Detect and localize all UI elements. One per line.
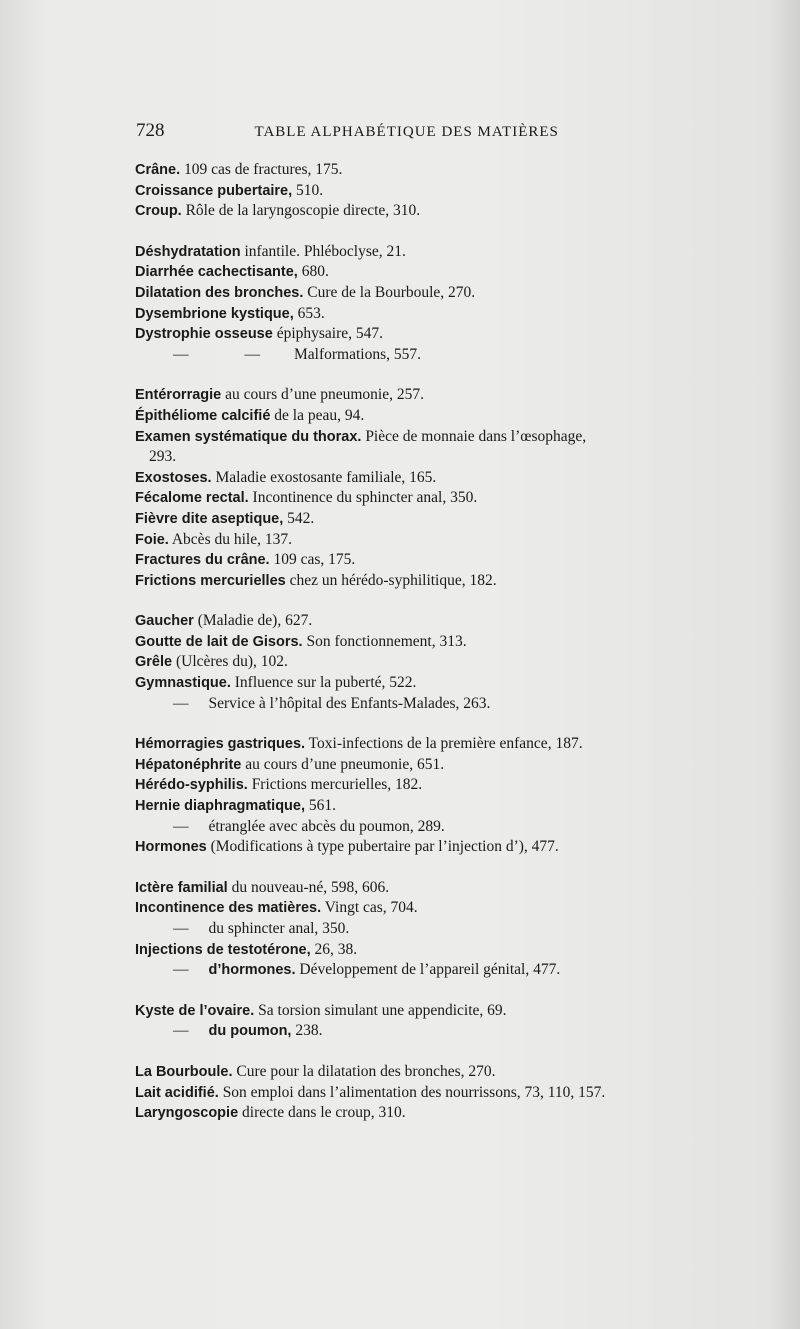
index-entry [135,611,735,632]
entry-text: 109 cas, 175. [269,551,356,569]
entry-text: Cure de la Bourboule, 270. [303,283,476,301]
entry-text: 109 cas de fractures, 175. [180,161,343,178]
entry-text: 653. [293,304,325,322]
index-entry [135,324,735,345]
entry-text: directe dans le croup, 310. [238,1104,406,1122]
entry-text: Développement de l’appareil génital, 477. [295,961,561,979]
entry-keyword: Goutte de lait de Gisors. [135,633,303,650]
entry-keyword: Crâne. [135,162,181,178]
entry-keyword: Ictère familial [135,879,228,896]
index-entry [135,1083,735,1104]
index-entry [135,571,735,592]
entry-keyword: Diarrhée cachectisante, [135,264,298,281]
ditto-mark: — [173,920,189,937]
entry-text: de la peau, 94. [270,406,365,424]
index-subentry [135,960,735,981]
page-header [136,120,616,142]
entry-keyword: Exostoses. [135,469,212,486]
entry-keyword: Fractures du crâne. [135,552,270,569]
index-entry [135,837,735,858]
entry-keyword: Dysembrione kystique, [135,305,294,322]
entry-keyword: Dystrophie osseuse [135,326,273,343]
entry-text: Son emploi dans l’alimentation des nourrissons, 73, 110, 157. [218,1083,606,1101]
entry-keyword: Fécalome rectal. [135,490,249,507]
index-entry [135,406,735,427]
index-section [135,1062,735,1124]
entry-text: étranglée avec abcès du poumon, 289. [208,817,445,835]
index-section [135,611,735,714]
index-entry [135,468,735,489]
section-gap [135,858,735,878]
entry-text: du sphincter anal, 350. [208,920,350,937]
entry-keyword: Croissance pubertaire, [135,182,293,199]
entry-text: Incontinence du sphincter anal, 350. [248,489,478,507]
entry-text: au cours d’une pneumonie, 651. [241,755,445,773]
entry-keyword: Fièvre dite aseptique, [135,510,284,527]
entry-keyword: Frictions mercurielles [135,572,286,589]
entry-keyword: Lait acidifié. [135,1084,219,1101]
section-gap [135,714,735,734]
entry-keyword: Hernie diaphragmatique, [135,798,306,815]
entry-text: Abcès du hile, 137. [168,530,292,548]
entry-keyword: Entérorragie [135,387,222,404]
entry-text: épiphysaire, 547. [272,325,384,343]
entry-keyword: Incontinence des matières. [135,900,322,917]
entry-keyword: Kyste de l’ovaire. [135,1002,255,1019]
index-section [135,878,735,981]
index-subentry [135,817,735,838]
entry-text: 293. [149,448,177,466]
entry-text: Maladie exostosante familiale, 165. [211,468,437,486]
index-entry [135,427,735,448]
index-entry [135,201,735,222]
index-entry [135,304,735,325]
entry-text: 26, 38. [310,940,358,958]
index-subentry [135,919,735,940]
entry-text: Vingt cas, 704. [321,899,418,917]
running-title: TABLE ALPHABÉTIQUE DES MATIÈRES [254,124,559,140]
index-entry [135,530,735,551]
entry-text: Pièce de monnaie dans l’œsophage, [361,427,587,445]
ditto-mark: — [173,817,189,835]
index-entry [135,1001,735,1022]
section-gap [135,365,735,385]
entry-text: Rôle de la laryngoscopie directe, 310. [181,202,421,220]
entry-keyword: Laryngoscopie [135,1105,239,1122]
index-section [135,160,735,222]
entry-keyword: Dilatation des bronches. [135,284,304,301]
entry-keyword: Grêle [135,654,173,671]
ditto-mark: — [173,345,189,363]
index-entry [135,283,735,304]
entry-keyword: d’hormones. [208,962,296,979]
entry-keyword: du poumon, [208,1023,292,1040]
entry-text: (Ulcères du), 102. [172,653,288,671]
entry-text: 542. [283,509,315,527]
entry-text: du nouveau-né, 598, 606. [227,878,390,896]
entry-text: 238. [291,1022,323,1040]
index-entry [135,385,735,406]
entry-keyword: Gymnastique. [135,675,231,692]
entry-keyword: Hormones [135,839,207,856]
ditto-mark: — [173,694,189,712]
entry-text: Service à l’hôpital des Enfants-Malades, 263. [208,694,491,712]
entry-text: 561. [305,797,337,815]
index-section [135,242,735,366]
index-entry [135,550,735,571]
index-entry [135,940,735,961]
index-entry [135,878,735,899]
index-entry [135,652,735,673]
entry-text: Frictions mercurielles, 182. [247,776,423,794]
index-section [135,734,735,858]
entry-text: 680. [297,263,329,281]
section-gap [135,1042,735,1062]
entry-keyword: La Bourboule. [135,1063,233,1080]
entry-keyword: Croup. [135,203,182,220]
index-section [135,385,735,591]
entry-text: infantile. Phléboclyse, 21. [240,242,406,260]
entry-text: Son fonctionnement, 313. [302,632,467,650]
entry-keyword: Épithéliome calcifié [135,407,271,424]
index-subentry [135,345,735,366]
index-entry [135,632,735,653]
entry-text: chez un hérédo-syphilitique, 182. [285,571,497,589]
entry-keyword: Gaucher [135,613,194,630]
entry-keyword: Déshydratation [135,243,241,260]
index-entry [135,509,735,530]
entry-keyword: Injections de testotérone, [135,941,311,958]
index-subentry [135,1021,735,1042]
entry-text: Sa torsion simulant une appendicite, 69. [254,1001,507,1019]
entry-keyword: Hérédo-syphilis. [135,777,248,794]
index-entry [135,488,735,509]
index-entry [135,160,735,181]
index-entry [135,1103,735,1124]
ditto-mark: — [173,1022,189,1040]
index-entry [135,181,735,202]
section-gap [135,222,735,242]
index-section [135,1001,735,1042]
ditto-mark: — [173,961,189,979]
entry-text: Cure pour la dilatation des bronches, 270. [232,1062,496,1080]
index-entry [135,775,735,796]
index-entry [135,673,735,694]
entry-text: Influence sur la puberté, 522. [230,674,417,692]
entry-keyword: Hémorragies gastriques. [135,736,306,753]
index-entry-continuation [135,447,735,468]
entry-keyword: Hépatonéphrite [135,756,242,773]
index-entry [135,262,735,283]
ditto-mark: — [244,345,260,363]
index-entry [135,898,735,919]
section-gap [135,981,735,1001]
entry-text: Malformations, 557. [294,345,421,363]
section-gap [135,591,735,611]
entry-text: (Maladie de), 627. [193,612,313,630]
index-entry [135,734,735,755]
index-entry [135,1062,735,1083]
entry-keyword: Examen systématique du thorax. [135,428,362,445]
index-entries [135,160,735,1124]
entry-text: au cours d’une pneumonie, 257. [221,386,424,404]
page-number: 728 [136,120,165,141]
index-entry [135,796,735,817]
index-entry [135,242,735,263]
entry-text: Toxi-infections de la première enfance, 187. [305,735,583,753]
entry-keyword: Foie. [135,531,169,548]
index-entry [135,755,735,776]
index-subentry [135,694,735,715]
entry-text: 510. [292,181,324,199]
entry-text: (Modifications à type pubertaire par l’injection d’), 477. [206,838,559,856]
